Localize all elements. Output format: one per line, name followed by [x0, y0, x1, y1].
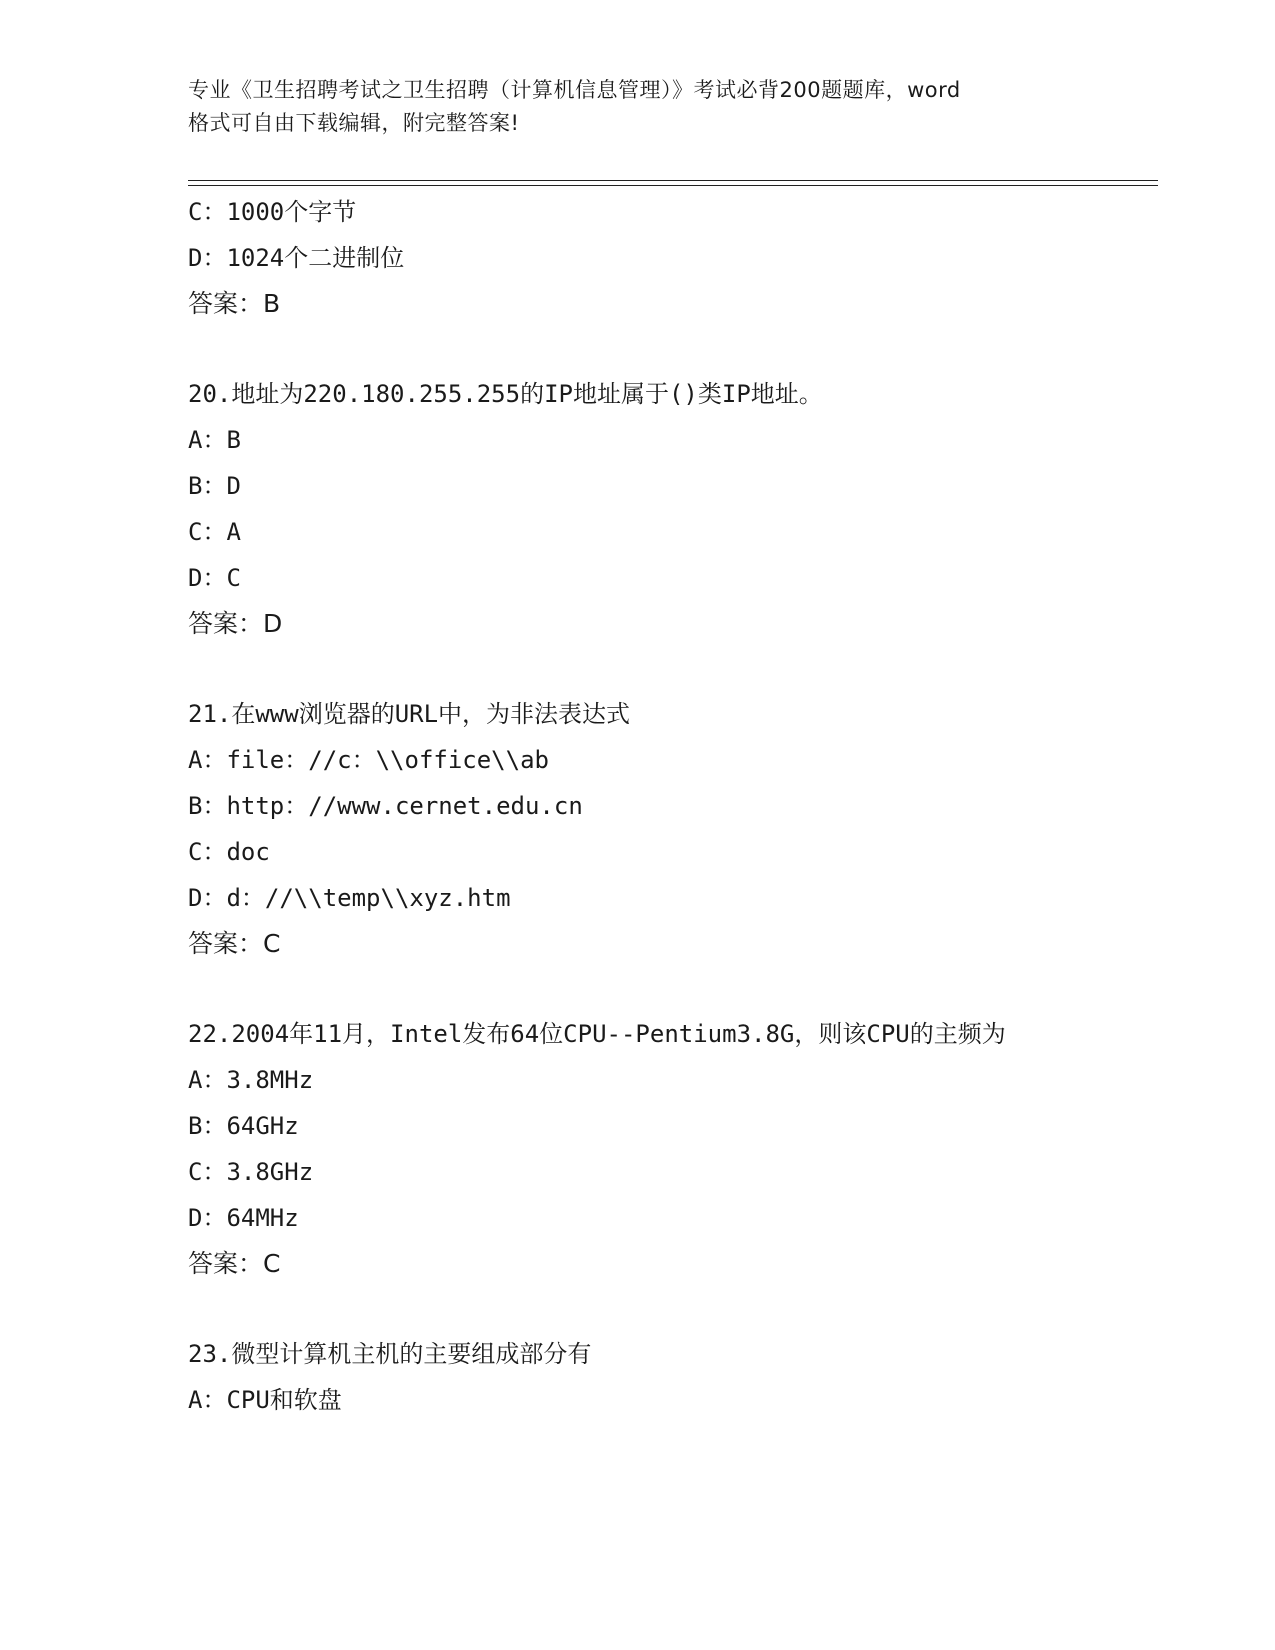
header-line-1: 专业《卫生招聘考试之卫生招聘（计算机信息管理）》考试必背200题题库，word: [188, 78, 961, 102]
option-a: A：3.8MHz: [188, 1066, 314, 1094]
option-c: C：A: [188, 518, 241, 546]
option-d: D：d：//\\temp\\xyz.htm: [188, 884, 511, 912]
question-block-22: [188, 1011, 1088, 1287]
option-b: B：http：//www.cernet.edu.cn: [188, 792, 583, 820]
answer: 答案：D: [188, 609, 283, 638]
option-d: D：C: [188, 564, 241, 592]
question-text: 22.2004年11月，Intel发布64位CPU--Pentium3.8G，则该CPU的主频为: [188, 1020, 1006, 1048]
answer: 答案：C: [188, 929, 281, 958]
answer: 答案：B: [188, 289, 281, 318]
question-text: 21.在www浏览器的URL中，为非法表达式: [188, 700, 631, 728]
answer: 答案：C: [188, 1249, 281, 1278]
header-line-2: 格式可自由下载编辑，附完整答案!: [188, 111, 520, 135]
option-b: B：D: [188, 472, 241, 500]
option-d: D：1024个二进制位: [188, 244, 405, 272]
option-a: A：CPU和软盘: [188, 1386, 342, 1414]
question-block-21: [188, 691, 1088, 967]
question-block-20: [188, 371, 1088, 647]
question-text: 23.微型计算机主机的主要组成部分有: [188, 1340, 592, 1368]
header-divider-top: [188, 180, 1158, 181]
option-a: A：file：//c：\\office\\ab: [188, 746, 549, 774]
option-a: A：B: [188, 426, 241, 454]
option-c: C：1000个字节: [188, 198, 357, 226]
question-list: [188, 189, 1088, 1423]
document-header: [188, 74, 1088, 140]
option-b: B：64GHz: [188, 1112, 299, 1140]
option-d: D：64MHz: [188, 1204, 299, 1232]
question-block-prev: [188, 189, 1088, 327]
header-divider-bottom: [188, 185, 1158, 186]
question-text: 20.地址为220.180.255.255的IP地址属于()类IP地址。: [188, 380, 823, 408]
option-c: C：3.8GHz: [188, 1158, 314, 1186]
question-block-23: [188, 1331, 1088, 1423]
option-c: C：doc: [188, 838, 270, 866]
